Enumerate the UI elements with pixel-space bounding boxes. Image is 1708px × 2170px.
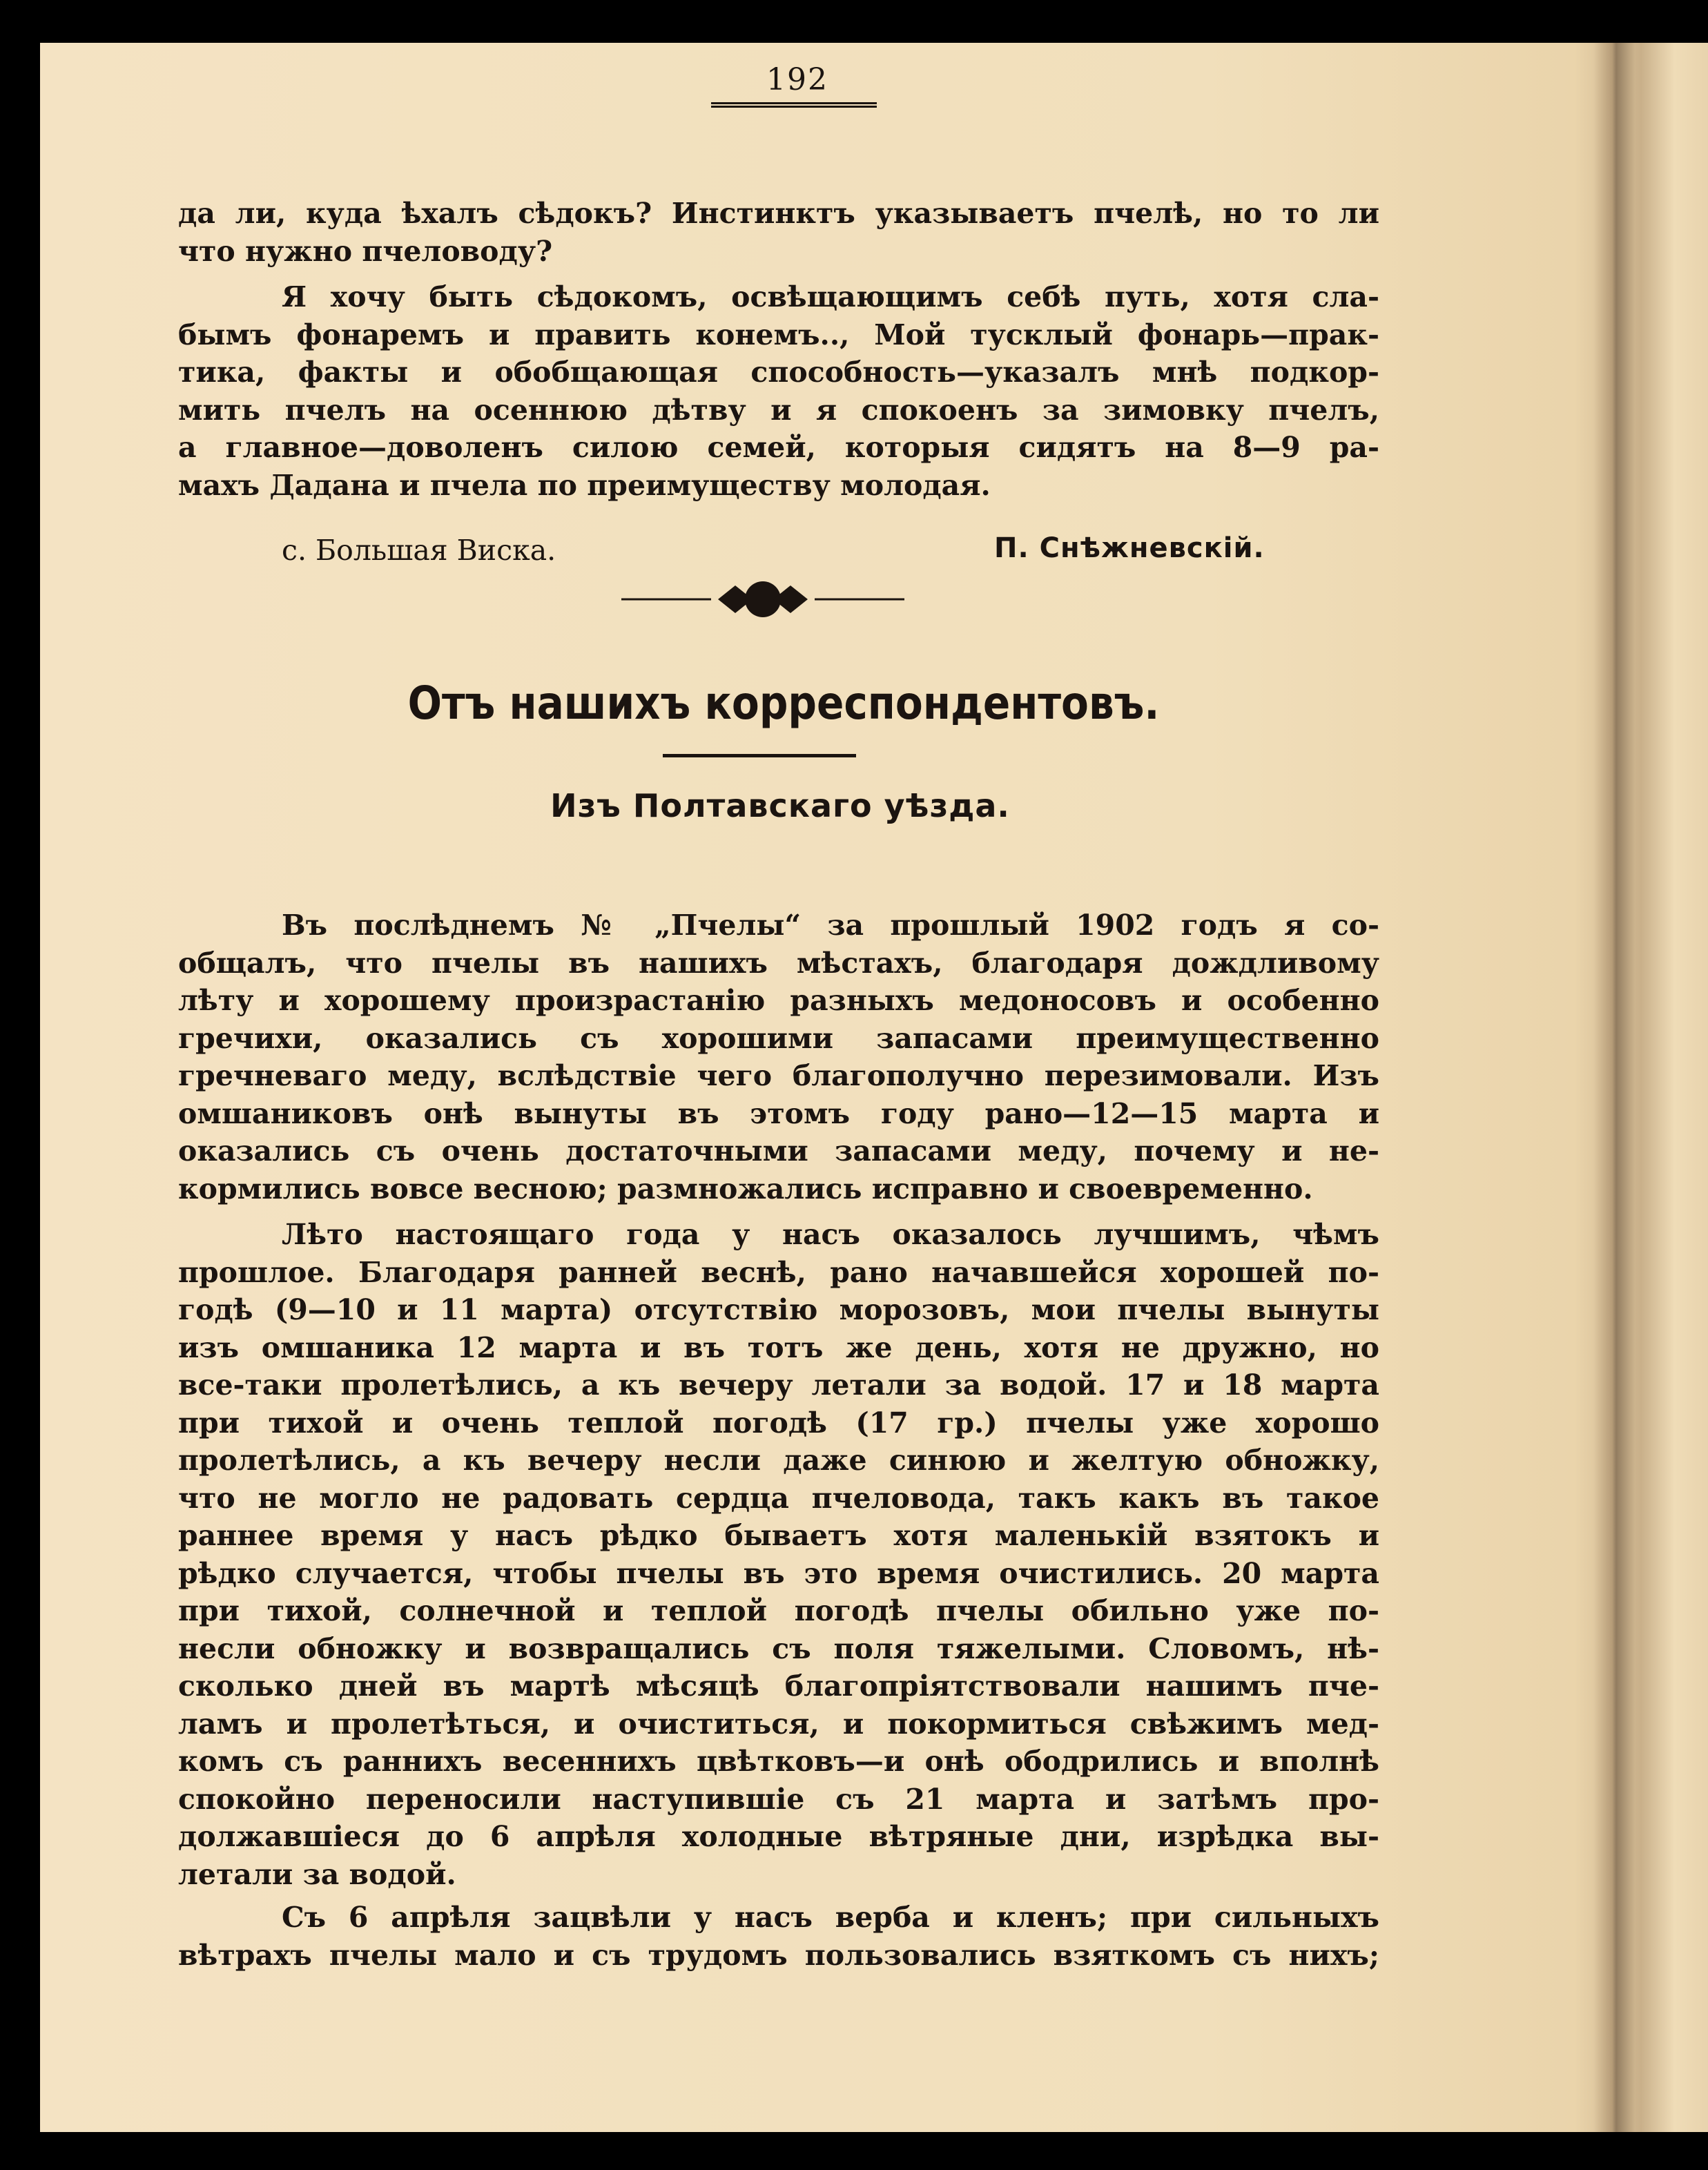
- text-line: ламъ и пролетѣться, и очиститься, и покормиться свѣжимъ мед-: [178, 1707, 1379, 1741]
- text-line: бымъ фонаремъ и править конемъ.., Мой тусклый фонарь—прак-: [178, 318, 1379, 351]
- section-subtitle: Изъ Полтавскаго уѣзда.: [550, 787, 1010, 824]
- text-line: несли обножку и возвращались съ поля тяжелыми. Словомъ, нѣ-: [178, 1631, 1379, 1665]
- text-line: годѣ (9—10 и 11 марта) отсутствію морозовъ, мои пчелы вынуты: [178, 1293, 1379, 1326]
- text-line: должавшіеся до 6 апрѣля холодные вѣтряные дни, изрѣдка вы-: [178, 1820, 1379, 1853]
- text-line: общалъ, что пчелы въ нашихъ мѣстахъ, благодаря дождливому: [178, 946, 1379, 980]
- text-line: при тихой и очень теплой погодѣ (17 гр.) пчелы уже хорошо: [178, 1406, 1379, 1440]
- section-title-rule: [663, 754, 856, 757]
- page-number-rule: [711, 102, 877, 108]
- intro-paragraph: [178, 195, 1379, 270]
- text-line: что нужно пчеловоду?: [178, 234, 553, 268]
- text-line: лѣту и хорошему произрастанію разныхъ медоносовъ и особенно: [178, 984, 1379, 1017]
- text-line: все-таки пролетѣлись, а къ вечеру летали за водой. 17 и 18 марта: [178, 1368, 1379, 1402]
- section-title: Отъ нашихъ корреспондентовъ.: [407, 677, 1160, 730]
- text-line: летали за водой.: [178, 1857, 456, 1891]
- text-line: спокойно переносили наступившіе съ 21 марта и затѣмъ про-: [178, 1782, 1379, 1816]
- text-line: тика, факты и обобщающая способность—указалъ мнѣ подкор-: [178, 356, 1379, 389]
- paragraph-2: [178, 907, 1379, 1208]
- text-line: пролетѣлись, а къ вечеру несли даже синюю и желтую обножку,: [178, 1444, 1379, 1477]
- text-line: оказались съ очень достаточными запасами меду, почему и не-: [178, 1134, 1379, 1168]
- text-line: комъ съ раннихъ весеннихъ цвѣтковъ—и онѣ ободрились и вполнѣ: [178, 1745, 1379, 1778]
- text-line: Въ послѣднемъ № „Пчелы“ за прошлый 1902 годъ я со-: [282, 909, 1379, 942]
- text-line: вѣтрахъ пчелы мало и съ трудомъ пользовались взяткомъ съ нихъ;: [178, 1938, 1379, 1972]
- text-line: а главное—доволенъ силою семей, которыя сидятъ на 8—9 ра-: [178, 431, 1379, 464]
- paragraph-4: [178, 1899, 1379, 1974]
- text-line: Я хочу быть сѣдокомъ, освѣщающимъ себѣ путь, хотя сла-: [282, 280, 1379, 313]
- text-line: прошлое. Благодаря ранней веснѣ, рано начавшейся хорошей по-: [178, 1255, 1379, 1289]
- text-line: что не могло не радовать сердца пчеловода, такъ какъ въ такое: [178, 1481, 1379, 1515]
- text-line: гречихи, оказались съ хорошими запасами преимущественно: [178, 1021, 1379, 1055]
- text-line: при тихой, солнечной и теплой погодѣ пчелы обильно уже по-: [178, 1594, 1379, 1627]
- text-line: Съ 6 апрѣля зацвѣли у насъ верба и кленъ; при сильныхъ: [282, 1901, 1379, 1934]
- text-line: Лѣто настоящаго года у насъ оказалось лучшимъ, чѣмъ: [282, 1218, 1379, 1251]
- page-number: 192: [766, 62, 828, 97]
- text-line: кормились вовсе весною; размножались исправно и своевременно.: [178, 1172, 1313, 1205]
- text-line: рѣдко случается, чтобы пчелы въ это время очистились. 20 марта: [178, 1556, 1379, 1590]
- text-line: гречневаго меду, вслѣдствіе чего благополучно перезимовали. Изъ: [178, 1059, 1379, 1092]
- paragraph-1: [178, 278, 1379, 504]
- signature-author: П. Снѣжневскій.: [994, 532, 1265, 564]
- text-line: махъ Дадана и пчела по преимуществу молодая.: [178, 468, 991, 502]
- text-line: омшаниковъ онѣ вынуты въ этомъ году рано—12—15 марта и: [178, 1096, 1379, 1130]
- text-line: сколько дней въ мартѣ мѣсяцѣ благопріятствовали нашимъ пче-: [178, 1669, 1379, 1703]
- page-spine-shadow: [1593, 43, 1635, 2132]
- text-line: изъ омшаника 12 марта и въ тотъ же день, хотя не дружно, но: [178, 1330, 1379, 1364]
- section-ornament: [608, 572, 918, 627]
- signature-place: с. Большая Виска.: [282, 534, 556, 567]
- text-line: раннее время у насъ рѣдко бываетъ хотя маленькій взятокъ и: [178, 1519, 1379, 1552]
- text-line: да ли, куда ѣхалъ сѣдокъ? Инстинктъ указываетъ пчелѣ, но то ли: [178, 197, 1379, 230]
- text-line: мить пчелъ на осеннюю дѣтву и я спокоенъ за зимовку пчелъ,: [178, 393, 1379, 427]
- paragraph-3: [178, 1216, 1379, 1893]
